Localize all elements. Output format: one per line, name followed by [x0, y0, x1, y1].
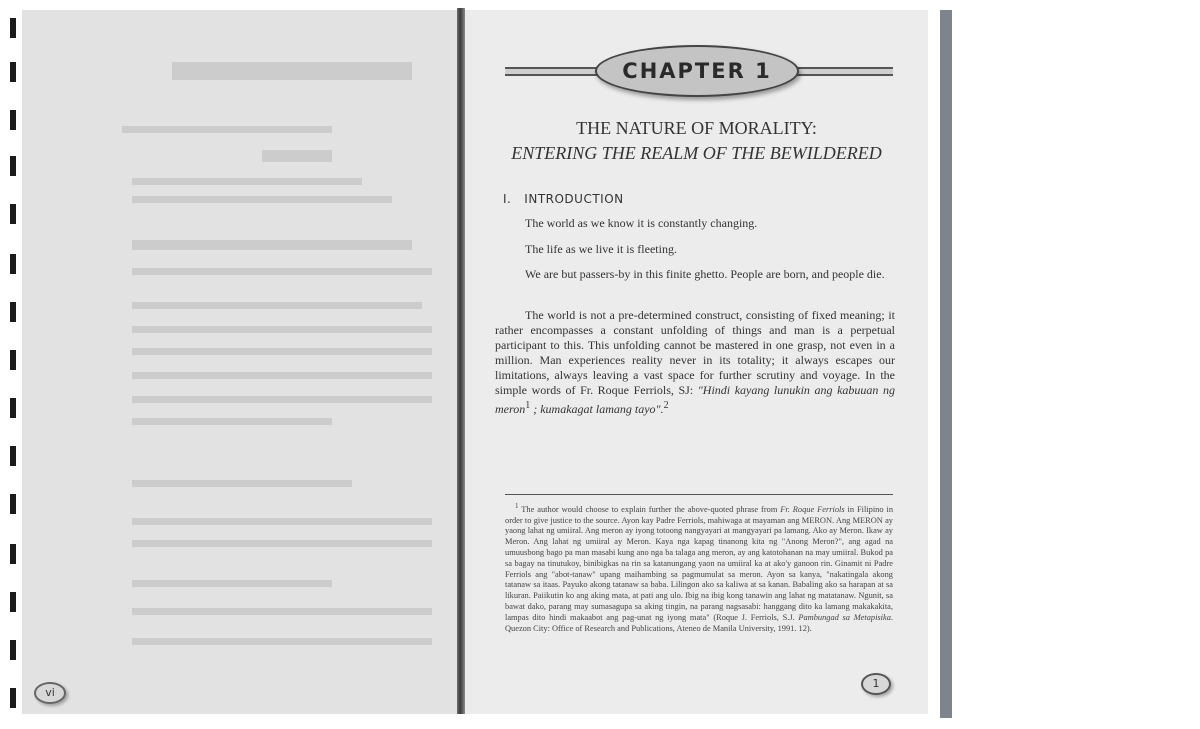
main-paragraph: The world is not a pre-determined construct, consisting of fixed meaning; it rather encompasses a constant unfolding of things and man is a perpetual participant to this. This unfolding cannot be mastered in one grasp, not even in a million. Man experiences reality never in its totality; it always escapes our limitations, always leaving a vast space for further scrutiny and voyage. In the simple words of Fr. Roque Ferriols, SJ: "Hindi kayang lunukin ang kabuuan ng meron$^1$ ; kumakagat lamang tayo".$^2$: [495, 308, 895, 416]
paragraph: The life as we live it is fleeting.: [525, 242, 677, 256]
paragraph: The world as we know it is constantly changing.: [525, 216, 758, 230]
scan-edge-bar: [940, 10, 952, 718]
footnote-divider: [505, 494, 893, 495]
page-number-left: vi: [34, 682, 66, 704]
chapter-rule-right: [795, 67, 893, 76]
paragraph: We are but passers-by in this finite ghetto. People are born, and people die.: [525, 267, 885, 281]
spiral-binding: [10, 0, 18, 729]
right-page: [465, 10, 928, 714]
book-spine: [457, 8, 465, 714]
left-page: [22, 10, 458, 714]
chapter-badge: CHAPTER 1: [595, 45, 799, 97]
section-heading: I. INTRODUCTION: [503, 192, 624, 206]
chapter-title: THE NATURE OF MORALITY:: [576, 118, 817, 138]
chapter-subtitle: ENTERING THE REALM OF THE BEWILDERED: [511, 143, 882, 163]
chapter-rule-left: [505, 67, 597, 76]
page-number-right: 1: [861, 673, 891, 695]
footnote: $^1$ The author would choose to explain further the above-quoted phrase from Fr. Roque Ferriols in Filipino in order to give justice to the source. Ayon kay Padre Ferriols, mahiwaga at mayaman ang MERON. Ang MERON ay yaong lahat ng umiiral. Ang meron ay iyong totoong nangyayari at mangyayari pa lamang. Ako ay Meron. Ikaw ay Meron. Ang lahat ng umiiral ay Meron. Kaya nga kapag tinanong kita ng "Anong Meron?", ang agad na umuusbong bago pa man masabi kung ano nga ba talaga ang meron, ay ang katotohanan na may umiiral. Bukod pa sa bagay na tinutukoy, binibigkas na rin sa katanungang yaon na umiiral ka at ako'y ganoon rin. Ginamit ni Padre Ferriols ang "abot-tanaw" upang maihambing sa pagmumulat sa meron. Ayon sa kanya, "nakatingala akong tatanaw sa itaas. Payuko akong tatanaw sa baba. Lilingon ako sa kaliwa at sa kanan. Babaling ako sa harapan at sa likuran. Paiikutin ko ang aking mata, at pati ang ulo. Ibig na ibig kong tanawin ang lahat ng matatanaw. Ngunit, sa bawat dako, parang may sumasagupa sa aking tingin, na parang nagsasabi: hanggang dito ka lamang makakakita, lampas dito hindi makaabot ang pag-unat ng iyong mata" (Roque J. Ferriols, S.J. Pambungad sa Metapisika. Quezon City: Office of Research and Publications, Ateneo de Manila University, 1991. 12).: [505, 502, 894, 633]
